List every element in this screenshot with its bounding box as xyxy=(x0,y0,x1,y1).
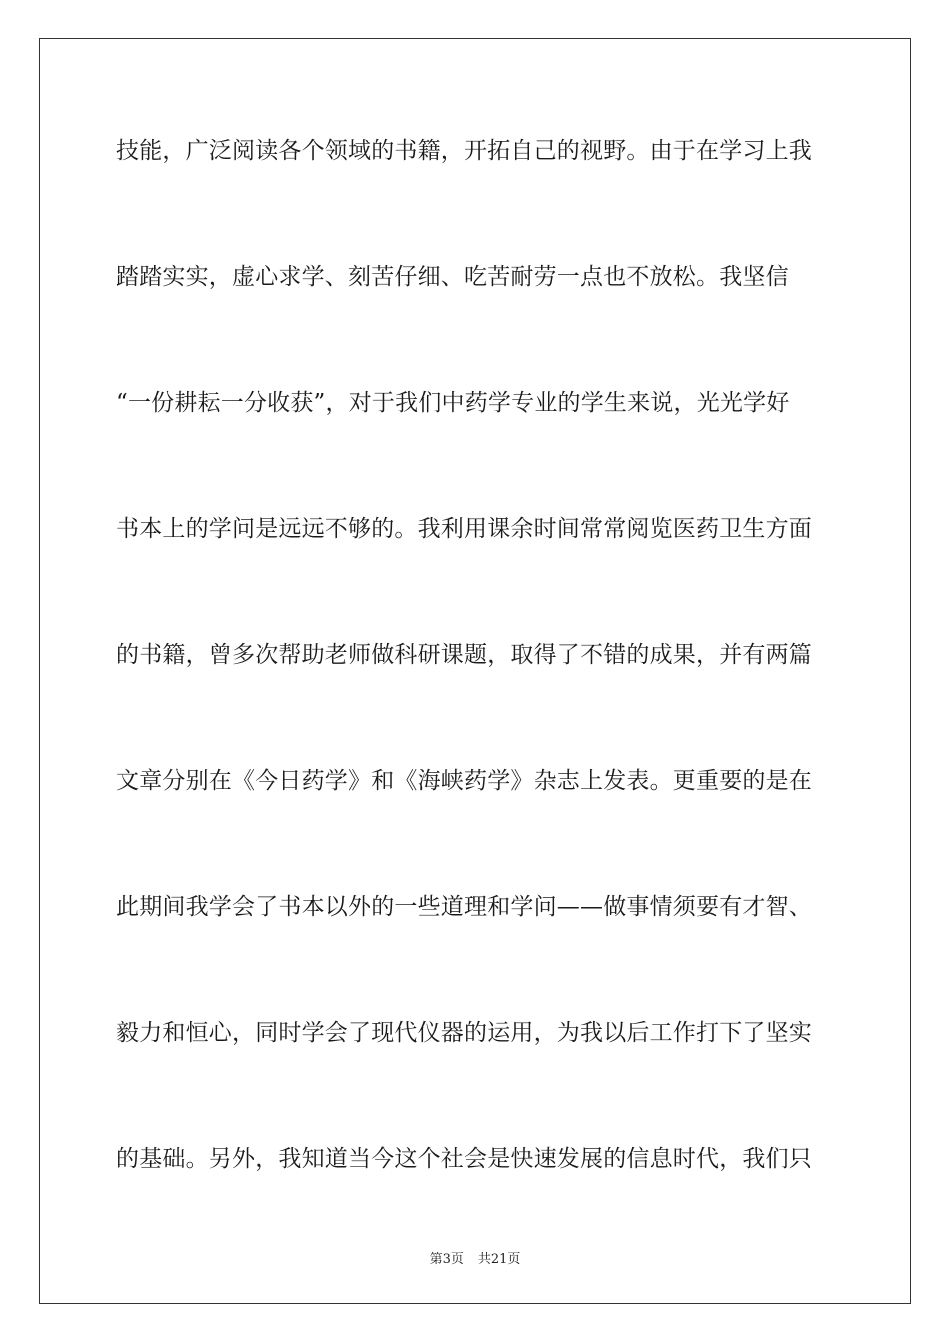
page-footer xyxy=(0,1248,950,1267)
text-line: 踏踏实实，虚心求学、刻苦仔细、吃苦耐劳一点也不放松。我坚信 xyxy=(116,264,789,290)
text-line: 技能，广泛阅读各个领域的书籍，开拓自己的视野。由于在学习上我 xyxy=(116,138,812,164)
text-line: 此期间我学会了书本以外的一些道理和学问——做事情须要有才智、 xyxy=(116,894,812,920)
text-line: 的基础。另外，我知道当今这个社会是快速发展的信息时代，我们只 xyxy=(116,1146,812,1172)
total-pages: 共21页 xyxy=(477,1252,521,1267)
body-text xyxy=(116,124,836,1258)
current-page-number: 第3页 xyxy=(429,1252,464,1267)
text-line: 毅力和恒心，同时学会了现代仪器的运用，为我以后工作打下了坚实 xyxy=(116,1020,812,1046)
text-line: 文章分别在《今日药学》和《海峡药学》杂志上发表。更重要的是在 xyxy=(116,768,812,794)
text-line: 书本上的学问是远远不够的。我利用课余时间常常阅览医药卫生方面 xyxy=(116,516,812,542)
text-line: 的书籍，曾多次帮助老师做科研课题，取得了不错的成果，并有两篇 xyxy=(116,642,812,668)
text-line: “一份耕耘一分收获”，对于我们中药学专业的学生来说，光光学好 xyxy=(116,390,790,416)
